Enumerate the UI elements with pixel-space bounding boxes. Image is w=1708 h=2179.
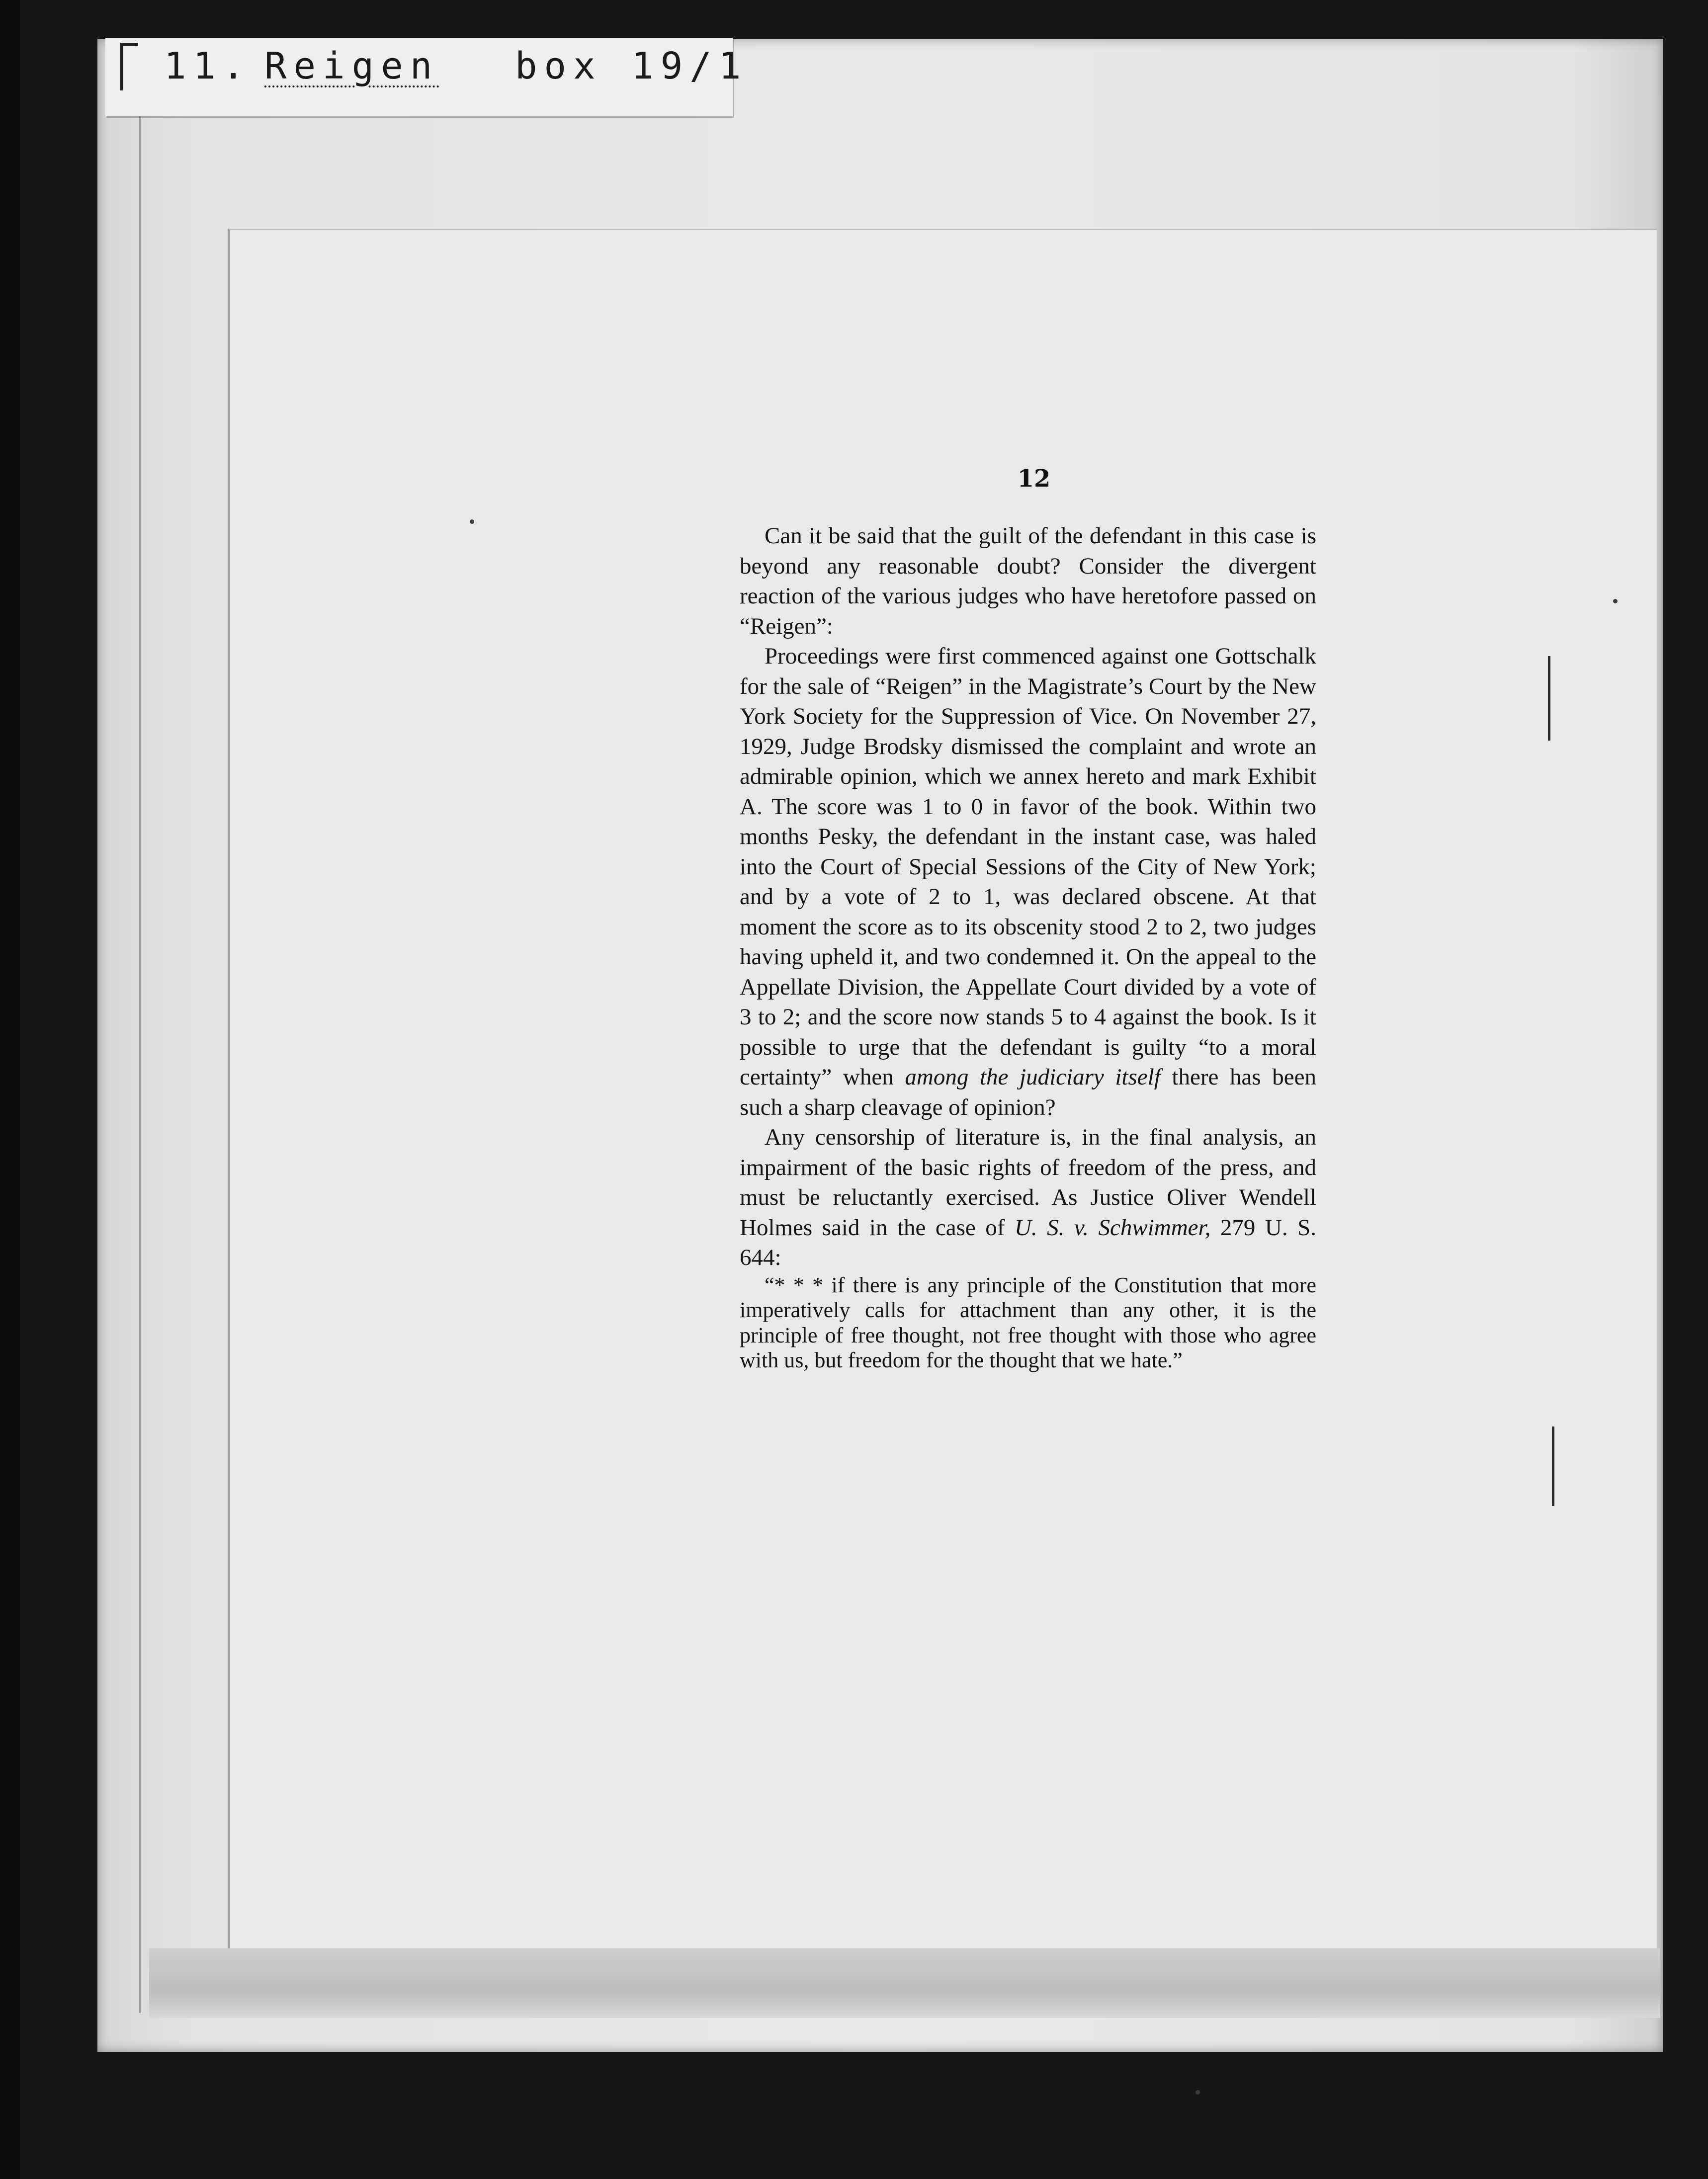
block-quote: “* * * if there is any principle of the Constitution that more imperatively calls for attachment than any other, it is the principle of free thought, not free thought with those who agree with us, but freedom for the thought that we hate.” — [740, 1272, 1316, 1372]
margin-mark — [1552, 1426, 1554, 1506]
margin-mark — [1548, 656, 1550, 741]
archival-label — [105, 38, 748, 116]
paragraph-2-text: Proceedings were first commenced against one Gottschalk for the sale of “Reigen” in the Magistrate’s Court by the New York Society for the Suppression of Vice. On November 27, 1929, Judge Brodsky dismissed the complaint and wrote an admirable opinion, which we annex hereto and mark Exhibit A. The score was 1 to 0 in favor of the book. Within two months Pesky, the defendant in the instant case, was haled into the Court of Special Sessions of the City of New York; and by a vote of 2 to 1, was declared obscene. At that moment the score as to its obscenity stood 2 to 2, two judges having upheld it, and two condemned it. On the appeal to the Appellate Division, the Appellate Court divided by a vote of 3 to 2; and the score now stands 5 to 4 against the book. Is it possible to urge that the defendant is guilty “to a moral certainty” when — [740, 643, 1316, 1090]
corner-bracket-mark — [120, 43, 138, 90]
film-edge — [0, 0, 20, 2179]
label-title: Reigen — [264, 45, 439, 87]
dust-speck — [470, 519, 474, 524]
case-citation-italic: U. S. v. Schwimmer, — [1014, 1214, 1211, 1241]
paragraph-1: Can it be said that the guilt of the defendant in this case is beyond any reasonable doubt? Consider the divergent reaction of the various judges who have heretofore passed on “Reigen”: — [740, 523, 1316, 639]
bottom-shadow-band — [149, 1948, 1660, 2018]
label-box-number: box 19/1 — [515, 45, 748, 87]
label-item-number: 11. — [164, 45, 252, 87]
dust-speck — [1613, 599, 1618, 603]
paragraph-3-text: Any censorship of literature is, in the final analysis, an impairment of the basic rights of freedom of the press, and must be reluctantly exercised. As Justice Oliver Wendell Holmes said in the case of — [740, 1124, 1316, 1241]
paragraph-3 — [740, 1122, 1316, 1273]
paragraph-2-tail: there has been such a sharp cleavage of opinion? — [740, 1064, 1316, 1120]
paragraph-3-tail: 279 U. S. 644: — [740, 1214, 1316, 1270]
body-text — [740, 521, 1316, 1373]
page-number: 12 — [1017, 465, 1051, 493]
paragraph-2-italic: among the judiciary itself — [905, 1064, 1161, 1090]
paragraph-2 — [740, 641, 1316, 1122]
dust-speck — [1196, 2090, 1200, 2095]
